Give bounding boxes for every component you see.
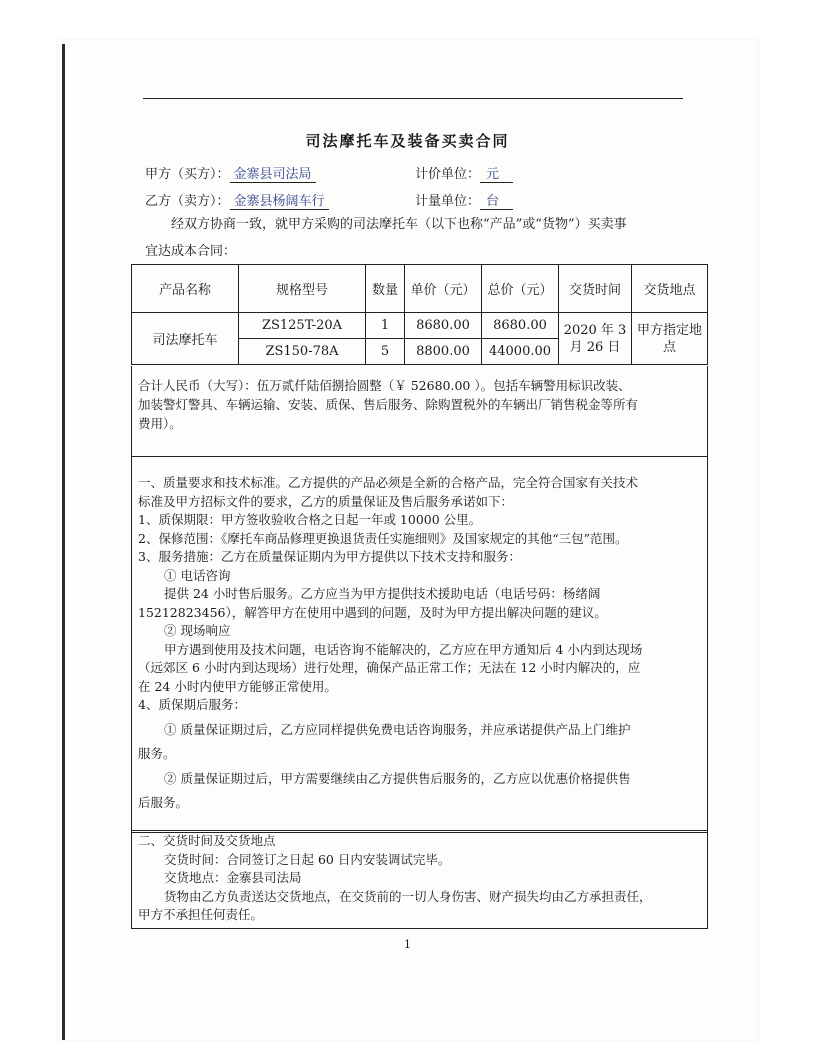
header-cell: 交货时间 [559, 265, 632, 313]
header-cell: 单价（元） [405, 265, 482, 313]
header-cell: 总价（元） [482, 265, 559, 313]
quality-line: ① 质量保证期过后，乙方应同样提供免费电话咨询服务，并应承诺提供产品上门维护 [164, 721, 631, 737]
quality-line: ① 电话咨询 [164, 567, 231, 583]
unit-price-cell: 8800.00 [405, 339, 482, 365]
quality-line: 3、服务措施：乙方在质量保证期内为甲方提供以下技术支持和服务： [138, 549, 521, 564]
table-row [132, 313, 708, 339]
section-gap [131, 815, 708, 830]
header-cell: 数量 [366, 265, 405, 313]
price-unit-line [415, 163, 513, 183]
delivery-time: 交货时间：合同签订之日起 60 日内安装调试完毕。 [164, 851, 451, 867]
quality-line: 后服务。 [138, 795, 189, 810]
price-unit-label: 计价单位： [415, 167, 481, 182]
paper-left-edge [62, 44, 65, 1040]
model-cell: ZS150-78A [239, 339, 366, 365]
quality-line: 4、质保期后服务： [138, 697, 246, 712]
product-table [131, 264, 708, 365]
quality-line: 服务。 [138, 746, 176, 761]
delivery-risk-line: 甲方不承担任何责任。 [138, 907, 264, 922]
quality-line: 一、质量要求和技术标准。乙方提供的产品必须是全新的合格产品，完全符合国家有关技术 [138, 475, 639, 490]
qty-unit-value: 台 [480, 190, 513, 210]
quality-line: （远郊区 6 小时内到达现场）进行处理，确保产品正常工作；无法在 12 小时内解决的，应 [138, 660, 641, 675]
delivery-section [131, 830, 708, 929]
quality-line: 甲方遇到使用及技术问题，电话咨询不能解决的，乙方应在甲方通知后 4 小内到达现场 [164, 641, 643, 657]
delivery-risk-line: 货物由乙方负责送达交货地点，在交货前的一切人身伤害、财产损失均由乙方承担责任， [164, 888, 652, 904]
quality-line: 提供 24 小时售后服务。乙方应当为甲方提供技术援助电话（电话号码：杨绪阔 [164, 586, 601, 601]
seller-line [145, 190, 329, 210]
table-header-row [132, 265, 708, 313]
intro-line-2: 宜达成本合同： [145, 244, 237, 259]
quality-line: 1、质保期限：甲方签收验收合格之日起一年或 10000 公里。 [138, 512, 482, 527]
header-cell: 交货地点 [632, 265, 708, 313]
page-number: 1 [404, 938, 411, 951]
unit-price-cell: 8680.00 [405, 313, 482, 339]
delivery-place: 交货地点：金寨县司法局 [164, 870, 302, 885]
total-cell: 8680.00 [482, 313, 559, 339]
quality-line: 在 24 小时内使甲方能够正常使用。 [138, 678, 337, 694]
delivery-place-cell: 甲方指定地点 [632, 313, 708, 365]
total-note-line: 费用）。 [138, 416, 182, 431]
quality-line: ② 现场响应 [164, 623, 231, 638]
quality-section [131, 457, 708, 833]
quality-line: ② 质量保证期过后，甲方需要继续由乙方提供售后服务的，乙方应以优惠价格提供售 [164, 770, 631, 786]
quality-line: 标准及甲方招标文件的要求，乙方的质量保证及售后服务承诺如下： [138, 493, 514, 509]
header-rule [143, 98, 683, 99]
qty-unit-line [415, 190, 513, 210]
quality-line: 2、保修范围：《摩托车商品修理更换退货责任实施细则》及国家规定的其他“三包”范围。 [138, 530, 628, 546]
buyer-label: 甲方（买方）： [145, 167, 230, 182]
qty-cell: 1 [366, 313, 405, 339]
seller-label: 乙方（卖方）： [145, 194, 230, 209]
header-cell: 规格型号 [239, 265, 366, 313]
intro-line-1: 经双方协商一致，就甲方采购的司法摩托车（以下也称“产品”或“货物”）买卖事 [171, 217, 627, 232]
delivery-time-cell: 2020 年 3 月 26 日 [559, 313, 632, 365]
buyer-value: 金寨县司法局 [230, 163, 316, 183]
total-cell: 44000.00 [482, 339, 559, 365]
total-note-line: 加装警灯警具、车辆运输、安装、质保、售后服务、除购置税外的车辆出厂销售税金等所有 [138, 397, 639, 412]
contract-title: 司法摩托车及装备买卖合同 [305, 132, 510, 150]
header-cell: 产品名称 [132, 265, 239, 313]
buyer-line [145, 163, 316, 183]
qty-cell: 5 [366, 339, 405, 365]
price-unit-value: 元 [480, 163, 513, 183]
total-note-box [131, 366, 708, 457]
delivery-heading: 二、交货时间及交货地点 [138, 833, 276, 848]
product-name-cell: 司法摩托车 [132, 313, 239, 365]
seller-value: 金寨县杨阔车行 [230, 190, 329, 210]
quality-line: 15212823456），解答甲方在使用中遇到的问题，及时为甲方提出解决问题的建议。 [138, 604, 607, 620]
total-note-line: 合计人民币（大写）：伍万贰仟陆佰捌拾圆整（￥ 52680.00 ）。包括车辆警用标识改装、 [138, 378, 631, 393]
section-divider [131, 830, 708, 831]
qty-unit-label: 计量单位： [415, 194, 481, 209]
model-cell: ZS125T-20A [239, 313, 366, 339]
